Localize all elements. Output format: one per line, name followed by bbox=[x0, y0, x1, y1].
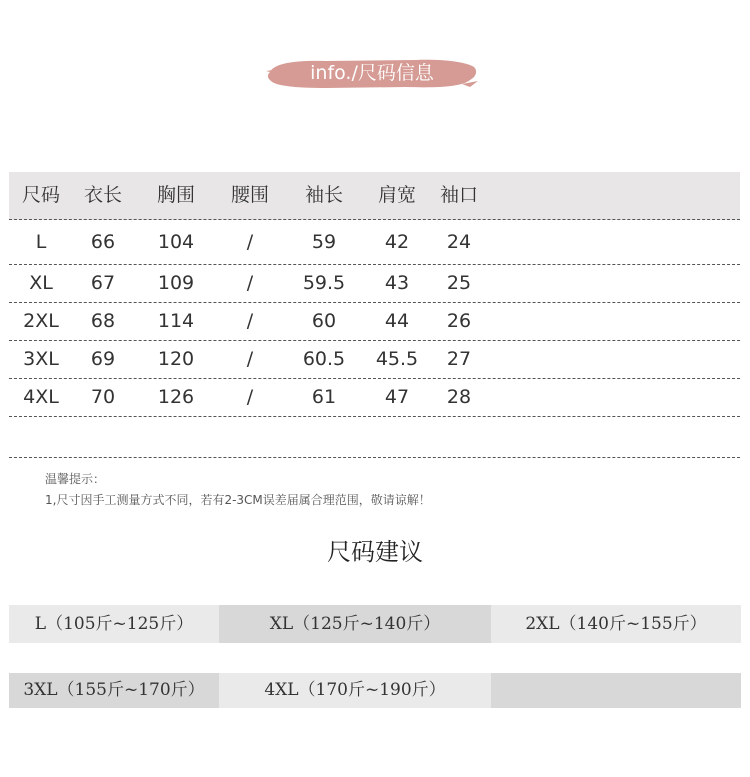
cell-cuff: 26 bbox=[446, 310, 472, 332]
cell-length: 66 bbox=[90, 231, 116, 253]
cell-size: XL bbox=[29, 272, 53, 294]
cell-bust: 109 bbox=[157, 272, 195, 294]
table-row bbox=[9, 265, 740, 303]
table-row bbox=[9, 303, 740, 341]
cell-shoulder: 44 bbox=[384, 310, 410, 332]
recommendation-item-empty bbox=[491, 673, 741, 708]
header-waist: 腰围 bbox=[230, 184, 269, 206]
cell-cuff: 27 bbox=[446, 348, 472, 370]
banner-title: info./尺码信息 bbox=[310, 62, 434, 84]
recommendation-item: 3XL（155斤~170斤） bbox=[9, 673, 219, 708]
cell-shoulder: 45.5 bbox=[375, 348, 419, 370]
cell-sleeve-length: 61 bbox=[311, 386, 337, 408]
cell-sleeve-length: 59.5 bbox=[302, 272, 346, 294]
table-row bbox=[9, 220, 740, 265]
section-banner bbox=[266, 57, 478, 90]
table-row bbox=[9, 379, 740, 417]
cell-cuff: 28 bbox=[446, 386, 472, 408]
recommendation-item: XL（125斤~140斤） bbox=[219, 605, 491, 643]
cell-length: 69 bbox=[90, 348, 116, 370]
cell-size: L bbox=[35, 231, 47, 253]
header-cuff: 袖口 bbox=[439, 184, 478, 206]
cell-waist: / bbox=[246, 386, 254, 408]
recommendation-item: L（105斤~125斤） bbox=[9, 605, 219, 643]
recommendation-item: 2XL（140斤~155斤） bbox=[491, 605, 741, 643]
cell-length: 70 bbox=[90, 386, 116, 408]
cell-length: 68 bbox=[90, 310, 116, 332]
cell-length: 67 bbox=[90, 272, 116, 294]
cell-sleeve-length: 60.5 bbox=[302, 348, 346, 370]
header-length: 衣长 bbox=[83, 184, 122, 206]
cell-shoulder: 47 bbox=[384, 386, 410, 408]
size-chart-table bbox=[9, 172, 740, 458]
cell-sleeve-length: 60 bbox=[311, 310, 337, 332]
cell-bust: 114 bbox=[157, 310, 195, 332]
cell-size: 3XL bbox=[23, 348, 59, 370]
header-size: 尺码 bbox=[21, 184, 60, 206]
cell-cuff: 24 bbox=[446, 231, 472, 253]
cell-shoulder: 42 bbox=[384, 231, 410, 253]
table-row bbox=[9, 341, 740, 379]
cell-waist: / bbox=[246, 348, 254, 370]
cell-bust: 126 bbox=[157, 386, 195, 408]
table-empty-row bbox=[9, 417, 740, 458]
tip-text: 1,尺寸因手工测量方式不同，若有2-3CM误差届属合理范围，敬请谅解！ bbox=[45, 493, 431, 507]
cell-waist: / bbox=[246, 272, 254, 294]
cell-size: 2XL bbox=[23, 310, 59, 332]
table-header-row bbox=[9, 172, 740, 220]
header-sleeve-length: 袖长 bbox=[304, 184, 343, 206]
cell-waist: / bbox=[246, 310, 254, 332]
cell-waist: / bbox=[246, 231, 254, 253]
recommendation-item: 4XL（170斤~190斤） bbox=[219, 673, 491, 708]
tip-heading: 温馨提示： bbox=[45, 472, 106, 486]
header-shoulder: 肩宽 bbox=[377, 184, 416, 206]
cell-cuff: 25 bbox=[446, 272, 472, 294]
header-bust: 胸围 bbox=[156, 184, 195, 206]
cell-bust: 104 bbox=[157, 231, 195, 253]
cell-sleeve-length: 59 bbox=[311, 231, 337, 253]
cell-bust: 120 bbox=[157, 348, 195, 370]
cell-size: 4XL bbox=[23, 386, 59, 408]
recommendation-title: 尺码建议 bbox=[327, 538, 423, 566]
cell-shoulder: 43 bbox=[384, 272, 410, 294]
